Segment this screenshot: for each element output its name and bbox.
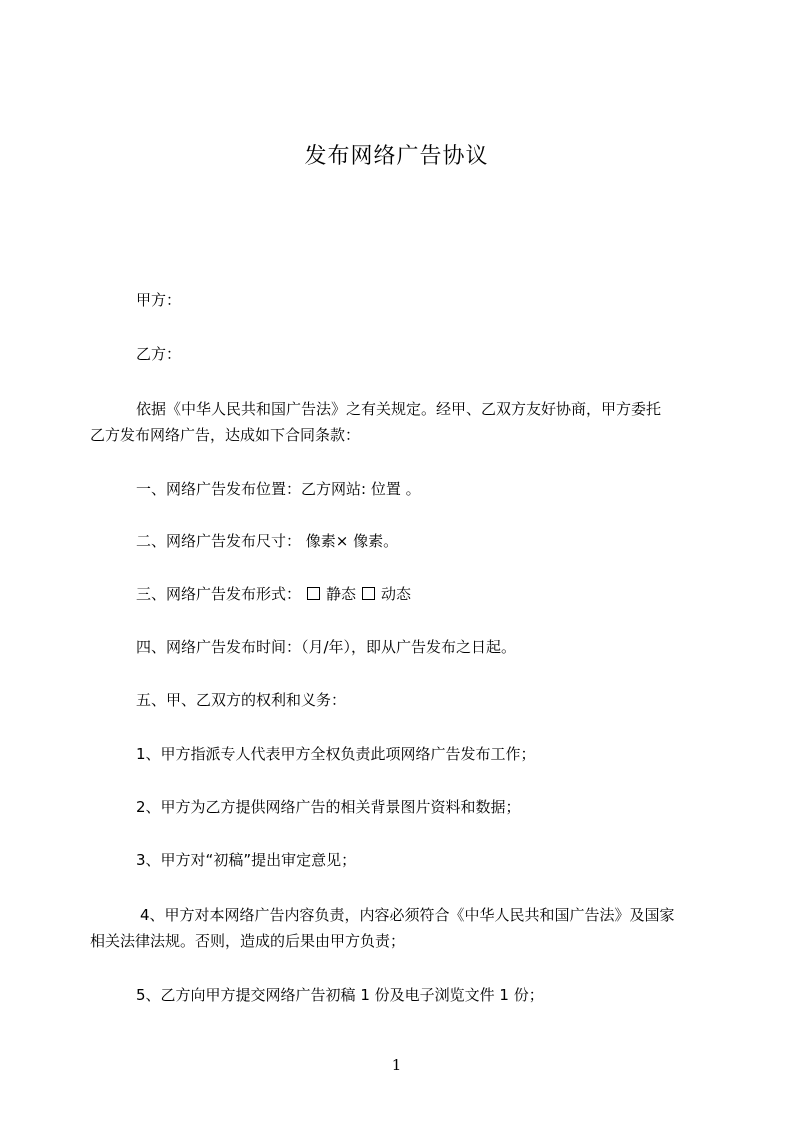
intro-paragraph bbox=[90, 398, 710, 446]
intro-line-2: 乙方发布网络广告，达成如下合同条款： bbox=[90, 426, 361, 444]
item-4-line-1: 4、甲方对本网络广告内容负责，内容必须符合《中华人民共和国广告法》及国家 bbox=[140, 906, 675, 924]
party-b-line: 乙方： bbox=[136, 345, 182, 363]
item-3: 3、甲方对“初稿”提出审定意见； bbox=[136, 851, 357, 869]
clause-5: 五、甲、乙双方的权利和义务： bbox=[136, 691, 347, 709]
item-4-paragraph bbox=[90, 904, 710, 952]
intro-line-1: 依据《中华人民共和国广告法》之有关规定。经甲、乙双方友好协商，甲方委托 bbox=[136, 400, 662, 418]
item-2: 2、甲方为乙方提供网络广告的相关背景图片资料和数据； bbox=[136, 798, 521, 816]
document-title: 发布网络广告协议 bbox=[304, 144, 489, 169]
clause-3 bbox=[136, 583, 411, 605]
clause-3-label: 三、网络广告发布形式： bbox=[136, 585, 302, 603]
party-a-line: 甲方： bbox=[136, 291, 182, 309]
item-4-line-2: 相关法律法规。否则，造成的后果由甲方负责； bbox=[90, 932, 406, 950]
page-number: 1 bbox=[391, 1056, 402, 1074]
item-5: 5、乙方向甲方提交网络广告初稿 1 份及电子浏览文件 1 份； bbox=[136, 986, 544, 1004]
item-1: 1、甲方指派专人代表甲方全权负责此项网络广告发布工作； bbox=[136, 745, 536, 763]
dynamic-checkbox[interactable] bbox=[362, 587, 375, 600]
static-checkbox[interactable] bbox=[307, 587, 320, 600]
clause-4: 四、网络广告发布时间：（月/年），即从广告发布之日起。 bbox=[136, 638, 517, 656]
clause-1: 一、网络广告发布位置：乙方网站: 位置 。 bbox=[136, 480, 421, 498]
static-option-label: 静态 bbox=[326, 585, 357, 603]
clause-2: 二、网络广告发布尺寸： 像素× 像素。 bbox=[136, 532, 399, 550]
dynamic-option-label: 动态 bbox=[381, 585, 412, 603]
